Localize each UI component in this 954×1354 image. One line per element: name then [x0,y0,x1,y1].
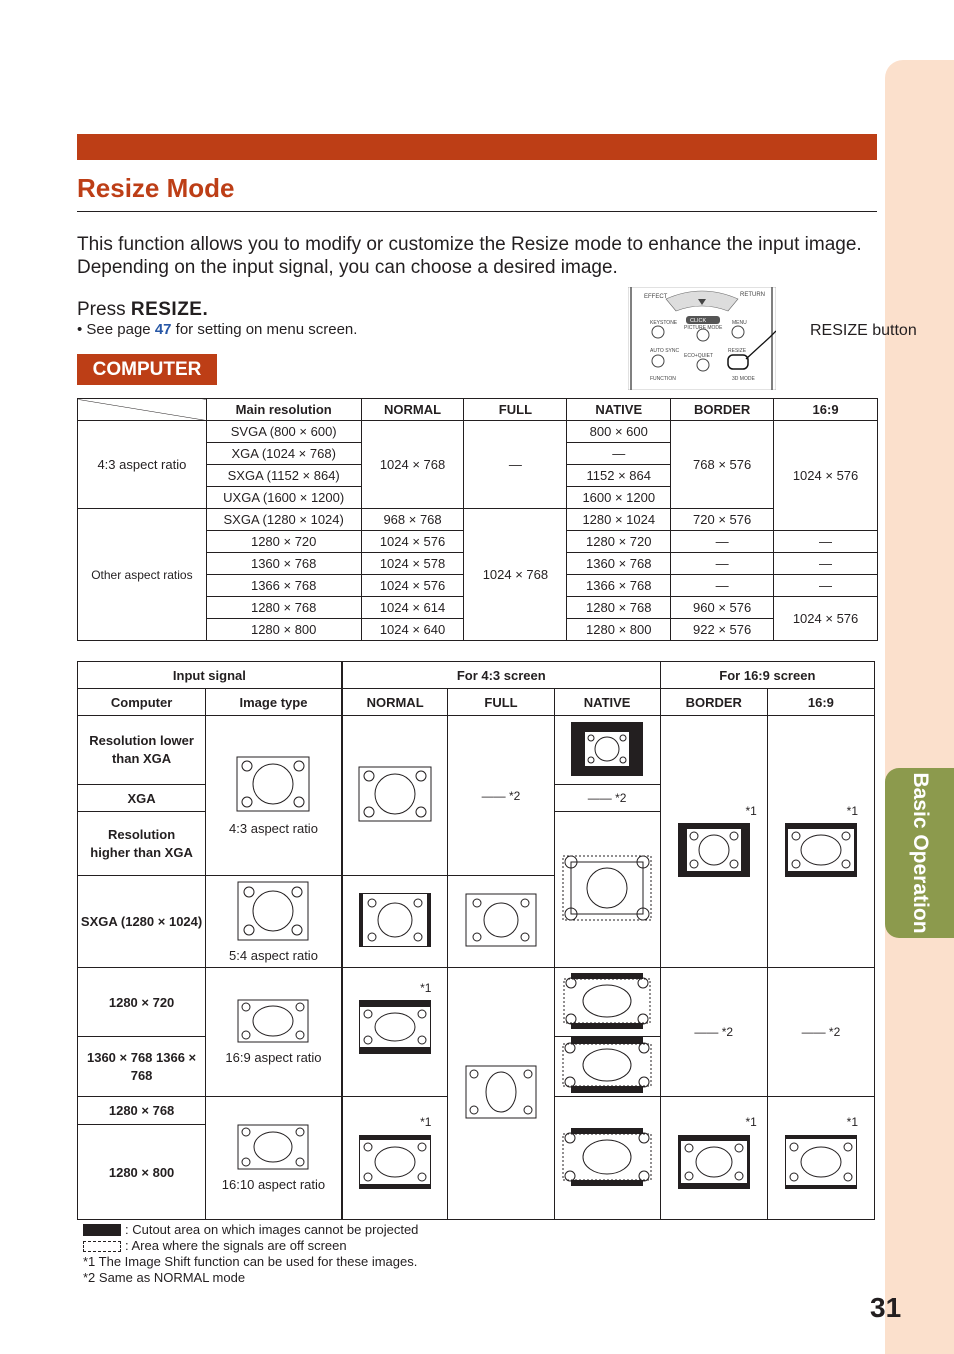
table-cell: 1280 × 1024 [567,509,671,531]
side-index-background [885,60,954,1354]
remote-label-function: FUNCTION [650,376,676,382]
hdr-border: BORDER [660,689,767,716]
table-cell: 1360 × 768 [206,553,361,575]
table-cell: 1366 × 768 [206,575,361,597]
table-cell: — [567,443,671,465]
legend-black-text: : Cutout area on which images cannot be projected [125,1222,419,1237]
row-sxga: SXGA (1280 × 1024) [78,876,206,968]
screen-normal-icon [358,766,432,822]
screen-4-3-icon [236,756,310,812]
hdr-full: FULL [448,689,554,716]
normal-4-3-cell [342,716,448,876]
table-cell: 1280 × 800 [206,619,361,641]
screen-native-offscreen-wide-icon [562,1037,652,1093]
note-star1: *1 [745,1115,757,1129]
note-star1: *1 [420,981,432,995]
table-cell: 1152 × 864 [567,465,671,487]
hdr-for-16-9: For 16:9 screen [660,662,874,689]
169-1610-cell [767,1097,874,1220]
remote-label-eco-quiet: ECO+QUIET [684,353,714,359]
press-prefix: Press [77,299,131,320]
row-xga: XGA [78,785,206,812]
legend-dashed-row [83,1238,418,1254]
row-lower-than-xga: Resolution lower than XGA [78,716,206,785]
native-higher-cell [554,812,660,968]
screen-native-offscreen-icon [562,855,652,921]
intro-paragraph: This function allows you to modify or customize the Resize mode to enhance the input image. Depending on the input signal, you can choose a desired image. [77,234,862,278]
table-cell: 960 × 576 [671,597,774,619]
table-cell: 768 × 576 [671,421,774,509]
press-key: RESIZE [130,299,203,320]
image-type-label: 16:10 aspect ratio [221,1177,326,1192]
image-type-16-9-cell [206,968,342,1097]
screen-169-1610-icon [785,1135,857,1189]
table-cell: 968 × 768 [361,509,464,531]
hdr-computer: Computer [78,689,206,716]
screen-letterbox-icon [359,1000,431,1054]
legend-black-row [83,1222,418,1238]
native-1610-cell [554,1097,660,1220]
page-title: Resize Mode [77,173,235,203]
native-xga-note: —— *2 [554,785,660,812]
screen-letterbox-1610-icon [359,1135,431,1189]
see-page-prefix: • See page [77,321,155,338]
table-cell: 800 × 600 [567,421,671,443]
note-star1: *1 [846,1115,858,1129]
screen-full-icon [465,893,537,947]
legend [83,1222,418,1286]
image-type-16-10-cell [206,1097,342,1220]
native-1280x720-cell [554,968,660,1037]
table-cell: 1600 × 1200 [567,487,671,509]
screen-border-icon [678,823,750,877]
table-cell: 1024 × 768 [361,421,464,509]
col-native: NATIVE [567,399,671,421]
note-star1: *1 [846,804,858,818]
table-cell: — [671,531,774,553]
row-higher-than-xga: Resolution higher than XGA [78,812,206,876]
remote-label-click: CLICK [690,318,707,324]
press-suffix: . [202,299,209,320]
title-divider [77,211,877,212]
row-1280x720: 1280 × 720 [78,968,206,1037]
cutout-swatch [83,1224,121,1236]
col-16-9: 16:9 [774,399,878,421]
border-4-3-cell [660,716,767,968]
hdr-image-type: Image type [206,689,342,716]
normal-5-4-cell [342,876,448,968]
screen-native-small-icon [570,721,644,777]
screen-native-1610-icon [562,1128,652,1186]
see-page-suffix: for setting on menu screen. [171,321,358,338]
native-1366-cell [554,1037,660,1097]
footnote-2: *2 Same as NORMAL mode [83,1270,246,1285]
table-cell: UXGA (1600 × 1200) [206,487,361,509]
table-cell: 1024 × 576 [774,421,878,531]
table-cell: 1024 × 576 [361,575,464,597]
table-cell: — [671,575,774,597]
native-lower-cell [554,716,660,785]
table-cell: — [774,553,878,575]
table-cell: XGA (1024 × 768) [206,443,361,465]
diagonal-header-cell [78,399,207,421]
row-1280x800: 1280 × 800 [78,1125,206,1220]
full-4-3-note: —— *2 [448,716,554,876]
remote-label-3d-mode: 3D MODE [732,376,755,382]
page-number: 31 [870,1292,902,1323]
resolution-table [77,398,878,641]
image-type-label: 4:3 aspect ratio [229,820,318,836]
table-cell: SXGA (1152 × 864) [206,465,361,487]
table-cell: SXGA (1280 × 1024) [206,509,361,531]
hdr-16-9: 16:9 [767,689,874,716]
normal-16-9-cell [342,968,448,1097]
row-1360-1366x768: 1360 × 768 1366 × 768 [78,1037,206,1097]
169-4-3-cell [767,716,874,968]
resize-callout-text: RESIZE button [810,322,917,339]
border-16-9-note: —— *2 [660,968,767,1097]
screen-full-stretch-icon [465,1065,537,1119]
see-page-note [77,321,357,338]
table-cell: — [774,531,878,553]
table-cell: 1280 × 800 [567,619,671,641]
image-type-5-4-cell [206,876,342,968]
remote-label-effect: EFFECT [644,294,668,300]
group-other-label: Other aspect ratios [78,509,207,641]
remote-label-menu: MENU [732,320,747,326]
remote-label-picture-mode: PICTURE MODE [684,325,723,331]
screen-16-9-source-icon [237,999,309,1043]
table-cell: 1280 × 720 [206,531,361,553]
computer-badge: COMPUTER [77,354,217,385]
table-cell: — [671,553,774,575]
image-type-table [77,661,875,1220]
table-cell: 1360 × 768 [567,553,671,575]
table-cell: 1024 × 640 [361,619,464,641]
table-cell: — [464,421,567,509]
full-5-4-cell [448,876,554,968]
table-cell: 1024 × 768 [464,509,567,641]
image-type-label: 16:9 aspect ratio [225,1050,322,1065]
border-1610-cell [660,1097,767,1220]
table-cell: 1280 × 768 [567,597,671,619]
screen-5-4-icon [237,881,309,941]
header-bar [77,134,877,160]
side-tab-basic-operation[interactable] [885,768,954,938]
hdr-input-signal: Input signal [78,662,342,689]
table-cell: 1024 × 576 [361,531,464,553]
see-page-link[interactable]: 47 [154,321,172,338]
normal-16-10-cell [342,1097,448,1220]
image-type-label: 5:4 aspect ratio [229,947,318,963]
resize-button-callout [810,321,917,341]
footnote-1: *1 The Image Shift function can be used for these images. [83,1254,418,1269]
table-cell: 1024 × 614 [361,597,464,619]
hdr-native: NATIVE [554,689,660,716]
remote-label-return: RETURN [740,292,765,298]
remote-label-keystone: KEYSTONE [650,320,678,326]
full-16-9-cell [448,968,554,1220]
169-16-9-note: —— *2 [767,968,874,1097]
offscreen-swatch [83,1241,121,1252]
group-4-3-label: 4:3 aspect ratio [78,421,207,509]
screen-16-9-icon [785,823,857,877]
table-cell: 922 × 576 [671,619,774,641]
remote-label-auto-sync: AUTO SYNC [650,348,680,354]
note-star1: *1 [420,1115,432,1129]
table-cell: — [774,575,878,597]
table-cell: 720 × 576 [671,509,774,531]
image-type-4-3-cell [206,716,342,876]
screen-normal-pillar-icon [359,893,431,947]
screen-border-1610-icon [678,1135,750,1189]
table-cell: 1280 × 768 [206,597,361,619]
col-main-resolution: Main resolution [206,399,361,421]
legend-dashed-text: : Area where the signals are off screen [125,1238,347,1253]
row-1280x768: 1280 × 768 [78,1097,206,1125]
remote-control-illustration [628,287,776,390]
screen-16-10-source-icon [237,1124,309,1170]
hdr-for-4-3: For 4:3 screen [342,662,660,689]
col-full: FULL [464,399,567,421]
table-cell: 1366 × 768 [567,575,671,597]
col-normal: NORMAL [361,399,464,421]
screen-native-wide-icon [563,973,651,1029]
hdr-normal: NORMAL [342,689,448,716]
table-cell: 1280 × 720 [567,531,671,553]
side-tab-label: Basic Operation [908,772,932,934]
remote-label-resize: RESIZE [728,348,747,354]
col-border: BORDER [671,399,774,421]
table-cell: SVGA (800 × 600) [206,421,361,443]
press-instruction [77,299,208,321]
table-cell: 1024 × 576 [774,597,878,641]
table-cell: 1024 × 578 [361,553,464,575]
note-star1: *1 [745,804,757,818]
